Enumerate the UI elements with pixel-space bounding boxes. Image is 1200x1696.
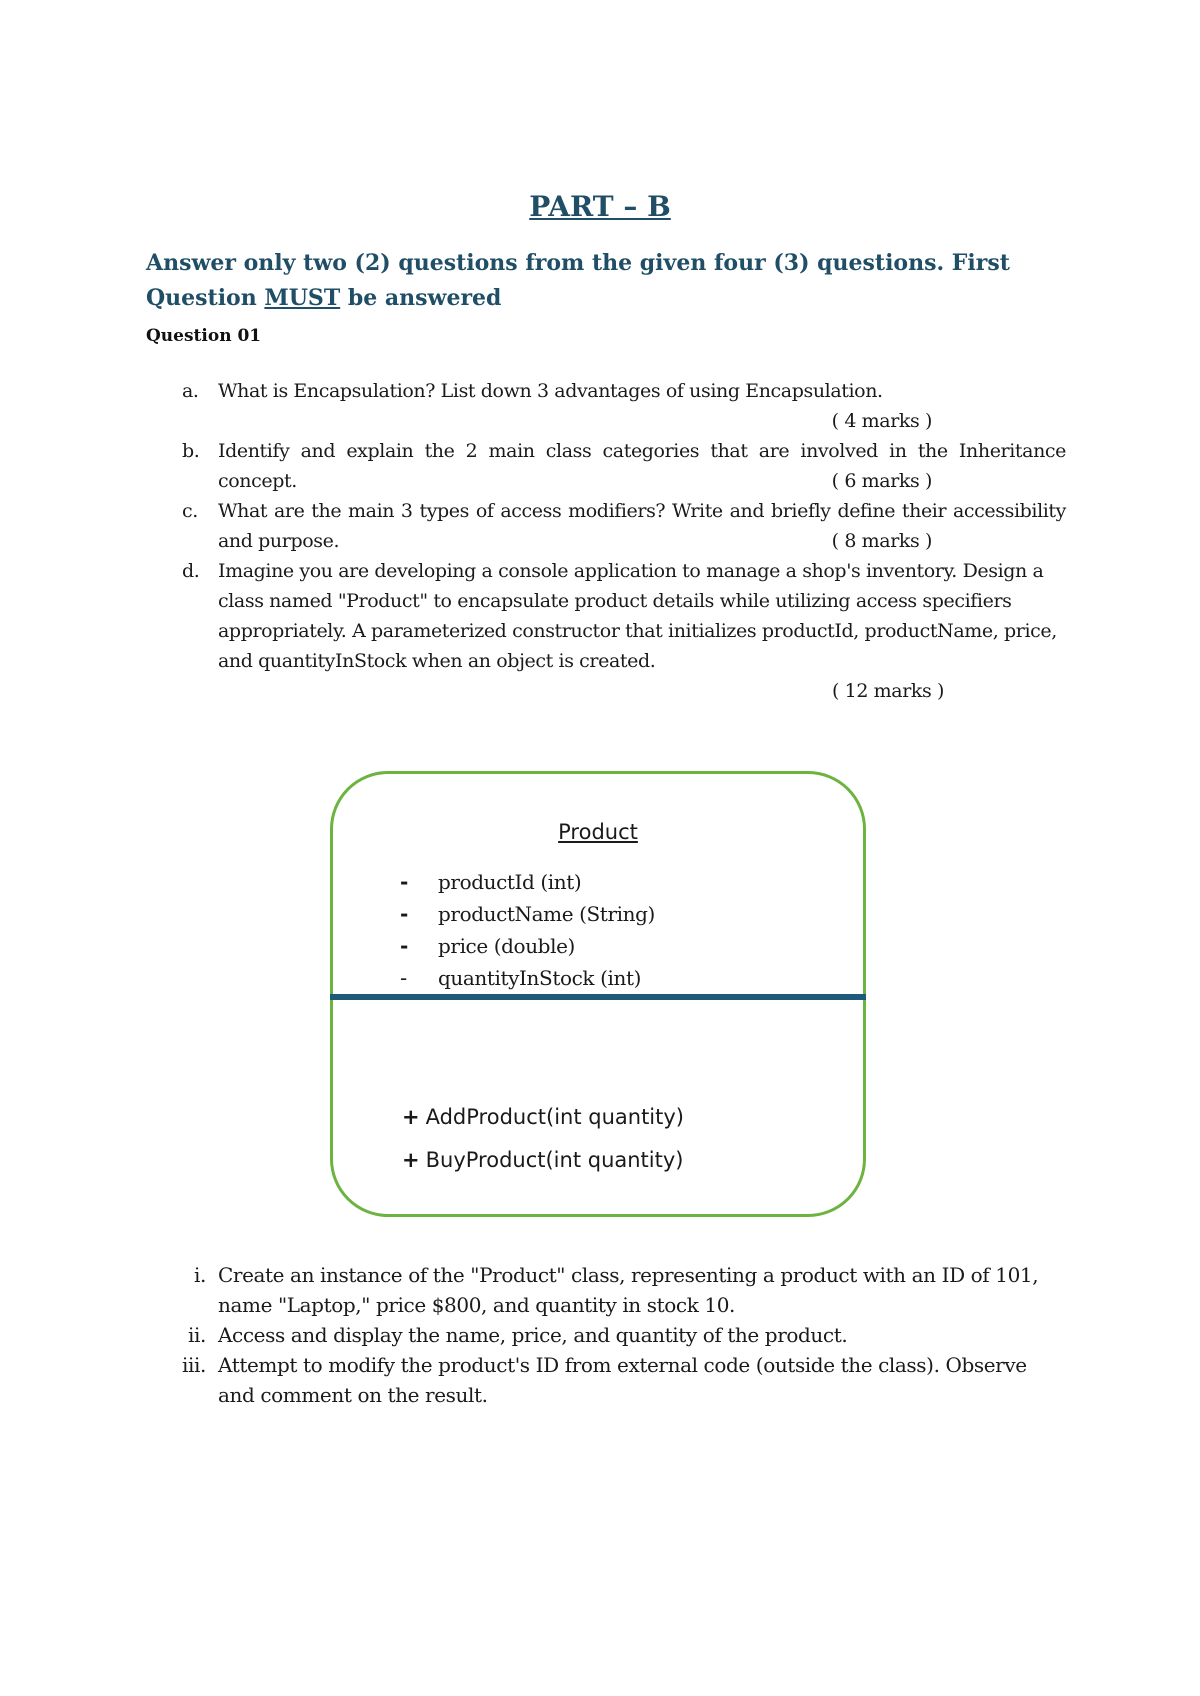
- question-text: Identify and explain the 2 main class categories that are involved in the Inheritance concept.: [218, 440, 1066, 492]
- instruction-after: be answered: [340, 285, 502, 311]
- uml-attribute: [400, 962, 655, 994]
- question-text: Imagine you are developing a console application to manage a shop's inventory. Design a class named "Product" to encapsulate product details while utilizing access specifiers appropriately. A parameterized constructor that initializes productId, productName, price, and quantityInStock when an object is created.: [218, 560, 1057, 672]
- question-label: d.: [182, 560, 200, 582]
- question-item-c: [146, 496, 1066, 556]
- instruction-must: MUST: [264, 285, 341, 311]
- uml-class-name: Product: [558, 820, 638, 844]
- private-visibility-marker: -: [400, 902, 408, 926]
- uml-attribute-list: [400, 866, 655, 994]
- part-title: PART – B: [529, 190, 671, 223]
- sub-question-list: [146, 1260, 1046, 1410]
- sub-question-text: Access and display the name, price, and quantity of the product.: [218, 1323, 848, 1347]
- question-label: b.: [182, 440, 200, 462]
- sub-question-item: [146, 1350, 1046, 1410]
- sub-question-label: ii.: [188, 1323, 206, 1347]
- question-item-d: [146, 556, 1066, 706]
- private-visibility-marker: -: [400, 966, 407, 990]
- instruction-before: Answer only two (2) questions from the given four (3) questions. First Question: [146, 250, 1010, 311]
- instruction-text: [146, 246, 1076, 316]
- private-visibility-marker: -: [400, 870, 408, 894]
- private-visibility-marker: -: [400, 934, 408, 958]
- public-visibility-marker: +: [402, 1105, 420, 1129]
- question-text: What are the main 3 types of access modifiers? Write and briefly define their accessibility and purpose.: [218, 500, 1066, 552]
- question-marks: ( 12 marks ): [831, 680, 944, 702]
- sub-question-text: Attempt to modify the product's ID from external code (outside the class). Observe and comment on the result.: [218, 1353, 1027, 1407]
- question-text: What is Encapsulation? List down 3 advantages of using Encapsulation.: [218, 380, 883, 402]
- uml-attribute-text: price (double): [438, 934, 575, 958]
- uml-attribute-text: quantityInStock (int): [438, 966, 642, 990]
- uml-method-text: AddProduct(int quantity): [425, 1105, 684, 1129]
- question-marks: ( 8 marks ): [831, 530, 932, 552]
- question-label: a.: [182, 380, 199, 402]
- uml-method-text: BuyProduct(int quantity): [425, 1148, 684, 1172]
- sub-question-item: [146, 1320, 1046, 1350]
- uml-method: [402, 1139, 684, 1182]
- uml-attribute: [400, 930, 655, 962]
- sub-question-item: [146, 1260, 1046, 1320]
- uml-method-list: [402, 1096, 684, 1182]
- question-marks: ( 4 marks ): [831, 410, 932, 432]
- uml-method: [402, 1096, 684, 1139]
- uml-attribute-text: productName (String): [438, 902, 655, 926]
- question-item-a: [146, 376, 1066, 436]
- uml-attribute-text: productId (int): [438, 870, 582, 894]
- question-title: Question 01: [146, 326, 262, 346]
- question-item-b: [146, 436, 1066, 496]
- question-marks: ( 6 marks ): [831, 470, 932, 492]
- sub-question-text: Create an instance of the "Product" class, representing a product with an ID of 101, name "Laptop," price $800, and quantity in stock 10.: [218, 1263, 1039, 1317]
- sub-question-label: iii.: [182, 1353, 206, 1377]
- public-visibility-marker: +: [402, 1148, 420, 1172]
- uml-divider: [330, 994, 866, 1000]
- question-list: [146, 376, 1066, 706]
- uml-attribute: [400, 898, 655, 930]
- uml-attribute: [400, 866, 655, 898]
- question-label: c.: [182, 500, 198, 522]
- sub-question-label: i.: [194, 1263, 206, 1287]
